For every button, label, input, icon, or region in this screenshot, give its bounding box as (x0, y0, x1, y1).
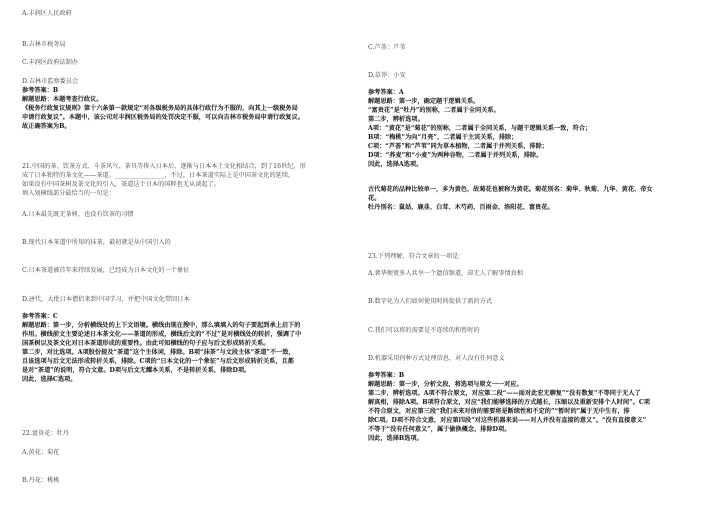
left-text-line: 是对“茶道”的说明，符合文意。D项与后文无耀本关系，不是转折关系，排除D项。 (22, 367, 251, 374)
left-text-line: 作用。横线前文主要论述日本茶文化——茶道的形成，横线后文的“不过”是对横线处的转折，强调了中 (22, 331, 302, 338)
left-text-line: B.吉林市税务局 (22, 41, 66, 48)
left-text-line: 国茶树以及茶文化对日本茶道形成的重要性。由此可知横线的句子应与后文形成转折关系。 (22, 340, 270, 347)
left-text-line: 解题思路：第一步，分析横线处的上下文语境。横线由现在搜中，那么填填入的句子要起到承上启下的 (22, 322, 301, 329)
left-text-line: C.日本茶道被首年来持续发展，已经成为日本文化的一个象征 (22, 267, 190, 274)
right-text-line: 除C项。D项不符合文意，对应第四段“对这些机器来说——对人并没有直接的意义”。“没有直接意义” (368, 417, 647, 424)
right-text-line: B项：“梅桃”为向“月亮”，二者属于主宾关系，排除； (368, 134, 518, 141)
left-text-line: 且该选项与后文无法形成转折关系，排除。C项的“日本文化的一个象征”与后文形成转折关系，且都 (22, 358, 294, 365)
right-text-line: C项：“芦荟”和“芦苇”同为草本植物，二者属于并列关系，排除； (368, 143, 549, 150)
left-text-line: 成了日本独特的茶文化——茶道。________________，不过，日本茶道实际上是中国茶文化的延续， (22, 172, 295, 179)
left-text-line: 如果没有中国茶树及茶文化的引入，茶道这个日本的国粹也无从谈起了。 (22, 181, 220, 188)
right-text-line: 因此，选择B选项。 (368, 435, 423, 442)
right-text-line: 解题思路：第一步，确定题干逻辑关系。 (368, 98, 480, 105)
right-text-line: B.数字化为人们如何使用时间提供了新的方式 (368, 298, 493, 305)
right-text-line: 参考答案：B (368, 372, 405, 379)
left-text-line: B.现代日本茶道中所用的抹茶，最初就是从中国引入的 (22, 239, 171, 246)
right-text-line: 牡丹别名：鼠姑、鹿韭、白茸、木芍药、百雨金、洛阳花、富贵花。 (368, 204, 554, 211)
right-text-line: 因此，选择A选项。 (368, 161, 423, 168)
right-text-line: A项：“黄花”是“菊花”的别称，二者属于全同关系，与题干逻辑关系一致，符合； (368, 125, 592, 132)
left-text-line: 第二步，对比选项。A项股份提及“茶道”这个主体词，排除。B项“抹茶”与文段主体“茶道”不一致， (22, 349, 295, 356)
left-text-line: 参考答案：B (22, 87, 59, 94)
left-text-line: 解题思路：本题考查行政议。 (22, 96, 103, 103)
right-text-line: 解题思路：第一步，分析文段，将选项与原文一一对应。 (368, 381, 523, 388)
right-text-line: 解真相，排除A项。B项符合原文，对应“我们能够选择的方式越长，压缩以及重新安排个人时间”。C项 (368, 399, 650, 406)
right-text-line: 不符合原文，对应第三段“我们未来对信的需要将是断续性和不定的”“暂时的”属于无中生有，排 (368, 408, 630, 415)
left-text-line: 参考答案：C (22, 313, 58, 320)
right-text-line: 参考答案：A (368, 89, 404, 96)
left-text-line: D.吉林市监察委员会 (22, 78, 79, 85)
right-text-line: C.芦荟：芦苇 (368, 44, 406, 51)
right-text-line: A.奢华便更多人共享一个遗信频道，却无人了解事情真相 (368, 270, 523, 277)
left-text-line: B.丹花：桃桃 (22, 477, 60, 484)
right-text-line: 第二步，辨析选项。 (368, 116, 424, 123)
left-text-line: A.黄花：菊花 (22, 449, 60, 456)
right-text-line: D.草莽：小安 (368, 72, 406, 79)
left-text-line: 22.富贵花：牡丹 (22, 430, 69, 437)
left-text-line: 21.中国的茶、饮茶方式、斗茶风气、茶具等传入日本后，逐渐与日本本土文化相结合，到了16世纪，形 (22, 163, 306, 170)
left-text-line: 填入划横线部分最恰当的一句是： (22, 190, 115, 197)
right-text-line: 不等于“没有任何意义”，属于偷换概念，排除D项。 (368, 426, 511, 433)
left-text-line: A.日本最先既无茶树，也没有饮茶的习惯 (22, 211, 134, 218)
left-text-line: 故正确答案为B。 (22, 123, 71, 130)
right-text-line: 第二步，辨析选项。A项不符合原文，对应第二段“——面对此宏无聊复”“没有数复”不等同于无人了 (368, 390, 641, 397)
left-text-line: 申请行政复议”。本题中，该公司对丰润区税务局的处罚决定不服，可以向吉林市税务局申请行政复议。 (22, 114, 304, 121)
right-text-line: C.我们可以将的需要是不连续的和暂时的 (368, 327, 480, 334)
right-text-line: 古代菊花的品种比较单一，多为黄色，故菊花也被称为黄花。菊花别名：菊华、秋菊、九华、黄花、帝女 (368, 186, 653, 193)
left-text-line: 《税务行政复议规则》第十六条第一款规定“对各级税务局的具体行政行为不服的，向其上一级税务局 (22, 105, 298, 112)
right-text-line: 23.下列理解，符合文章的一项是： (368, 253, 465, 260)
right-text-line: D项：“荞麦”和“小麦”为两种谷物，二者属于并列关系，排除。 (368, 152, 543, 159)
right-text-line: 花。 (368, 195, 381, 202)
right-text-line: “富贵花”是“牡丹”的别称，二者属于全同关系。 (368, 107, 500, 114)
right-text-line: D.机器采用何种方式处理信息，对人没有任何意义 (368, 355, 505, 362)
left-text-line: A.丰润区人民政府 (22, 10, 72, 17)
left-text-line: D.唐代，大批日本僧侣来到中国学习，并把中国文化带回日本 (22, 296, 190, 303)
left-text-line: C.丰润区政府法制办 (22, 59, 78, 66)
left-text-line: 因此，选择C选项。 (22, 376, 77, 383)
